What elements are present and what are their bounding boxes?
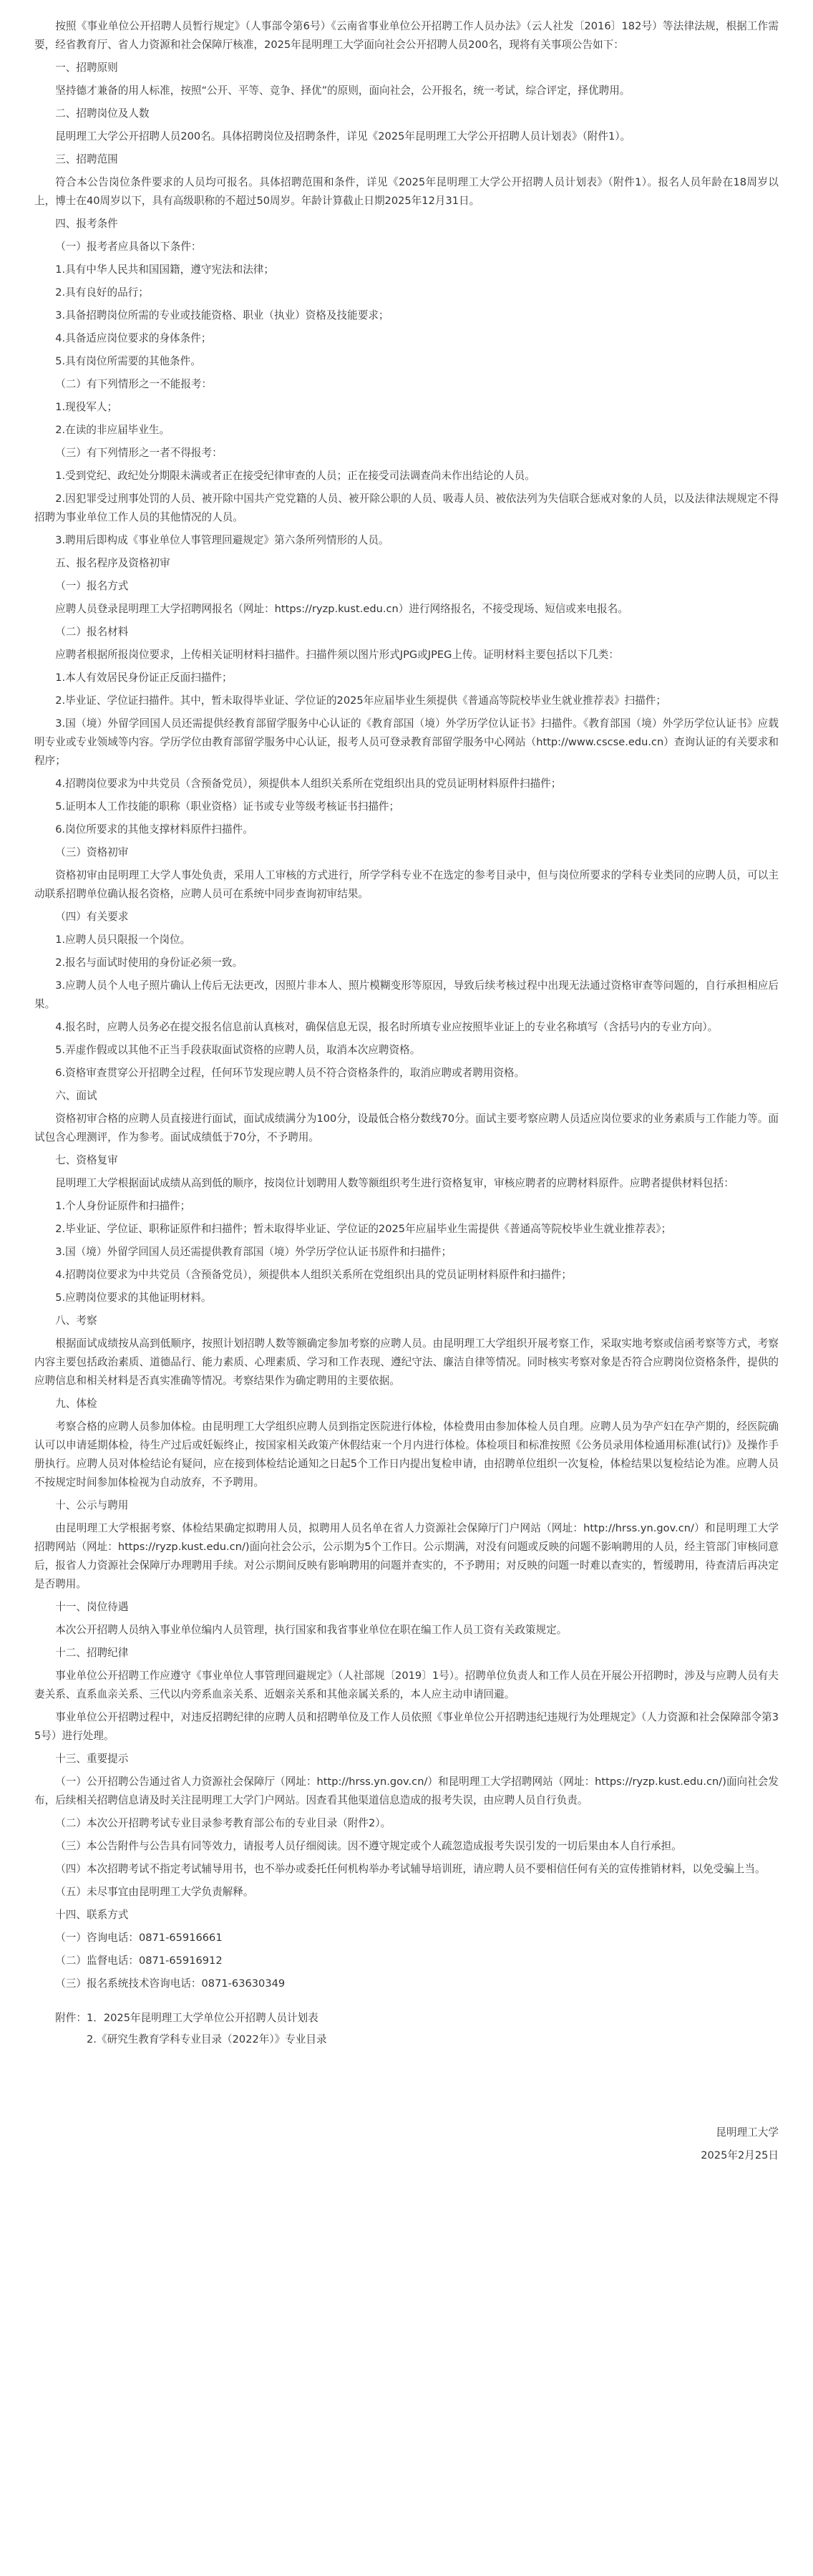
list-item: 3.具备招聘岗位所需的专业或技能资格、职业（执业）资格及技能要求； bbox=[55, 309, 389, 321]
list-item: 3.国（境）外留学回国人员还需提供经教育部留学服务中心认证的《教育部国（境）外学历学位认证书》扫描件。《教育部国（境）外学历学位认证书》应载明专业或专业领域等内容。学历学位由教育部留学服务中心认证，报考人员可登录教育部留学服务中心网站（http://www.cscse.edu.cn）查询认证的有关要求和程序； bbox=[34, 717, 779, 767]
paragraph: 应聘者根据所报岗位要求，上传相关证明材料扫描件。扫描件须以图片形式JPG或JPEG上传。证明材料主要包括以下几类： bbox=[55, 649, 619, 661]
attachments-block-2 bbox=[34, 2030, 779, 2049]
list-item: 4.招聘岗位要求为中共党员（含预备党员），须提供本人组织关系所在党组织出具的党员证明材料原件扫描件； bbox=[55, 778, 562, 790]
paragraph: （三）资格初审 bbox=[55, 846, 129, 858]
paragraph: 事业单位公开招聘过程中，对违反招聘纪律的应聘人员和招聘单位及工作人员依照《事业单位公开招聘违纪违规行为处理规定》（人力资源和社会保障部令第35号）进行处理。 bbox=[34, 1711, 779, 1742]
attachments-label: 附件： bbox=[55, 2012, 87, 2024]
paragraph: 应聘人员登录昆明理工大学招聘网报名（网址：https://ryzp.kust.edu.cn）进行网络报名，不接受现场、短信或来电报名。 bbox=[55, 603, 628, 615]
section-heading: 八、考察 bbox=[55, 1314, 97, 1327]
contact-line: （二）监督电话：0871-65916912 bbox=[55, 1955, 223, 1967]
paragraph: （一）报考者应具备以下条件： bbox=[55, 241, 202, 253]
list-item: 4.报名时，应聘人员务必在提交报名信息前认真核对，确保信息无误，报名时所填专业应按照毕业证上的专业名称填写（含括号内的专业方向）。 bbox=[55, 1021, 719, 1033]
paragraph: 由昆明理工大学根据考察、体检结果确定拟聘用人员，拟聘用人员名单在省人力资源社会保障厅门户网站（网址：http://hrss.yn.gov.cn/）和昆明理工大学招聘网站（网址：https://ryzp.kust.edu.cn/)面向社会公示，公示期为5个工作日。公示期满，对没有问题或反映的问题不影响聘用的人员，经主管部门审核同意后，报省人力资源社会保障厅办理聘用手续。对公示期间反映有影响聘用的问题并查实的，不予聘用；对反映的问题一时难以查实的，暂缓聘用，待查清后再决定是否聘用。 bbox=[34, 1522, 779, 1590]
section-heading: 三、招聘范围 bbox=[55, 153, 118, 165]
contact-line: （三）报名系统技术咨询电话：0871-63630349 bbox=[55, 1977, 286, 1990]
paragraph: （二）有下列情形之一不能报考： bbox=[55, 378, 213, 390]
paragraph: （四）本次招聘考试不指定考试辅导用书，也不举办或委托任何机构举办考试辅导培训班，请应聘人员不要相信任何有关的宣传推销材料，以免受骗上当。 bbox=[55, 1863, 766, 1875]
paragraph: （三）本公告附件与公告具有同等效力，请报考人员仔细阅读。因不遵守规定或个人疏忽造成报考失误引发的一切后果由本人自行承担。 bbox=[55, 1840, 682, 1852]
signature-org: 昆明理工大学 bbox=[716, 2126, 779, 2139]
list-item: 5.具有岗位所需要的其他条件。 bbox=[55, 355, 201, 367]
paragraph: 本次公开招聘人员纳入事业单位编内人员管理，执行国家和我省事业单位在职在编工作人员工资有关政策规定。 bbox=[55, 1624, 568, 1636]
paragraph: （一）报名方式 bbox=[55, 580, 129, 592]
list-item: 3.国（境）外留学回国人员还需提供教育部国（境）外学历学位认证书原件和扫描件； bbox=[55, 1246, 452, 1258]
list-item: 2.因犯罪受过刑事处罚的人员、被开除中国共产党党籍的人员、被开除公职的人员、吸毒人员、被依法列为失信联合惩戒对象的人员，以及法律法规规定不得招聘为事业单位工作人员的其他情况的人员。 bbox=[34, 493, 779, 523]
list-item: 1.具有中华人民共和国国籍，遵守宪法和法律； bbox=[55, 263, 274, 276]
list-item: 5.证明本人工作技能的职称（职业资格）证书或专业等级考核证书扫描件； bbox=[55, 800, 400, 813]
list-item: 1.受到党纪、政纪处分期限未满或者正在接受纪律审查的人员；正在接受司法调查尚未作出结论的人员。 bbox=[55, 470, 535, 482]
paragraph: 符合本公告岗位条件要求的人员均可报名。具体招聘范围和条件，详见《2025年昆明理工大学公开招聘人员计划表》（附件1）。报名人员年龄在18周岁以上，博士在40周岁以下，具有高级职称的不超过50周岁。年龄计算截止日期2025年12月31日。 bbox=[34, 176, 779, 207]
list-item: 2.具有良好的品行； bbox=[55, 286, 149, 299]
contact-line: （一）咨询电话：0871-65916661 bbox=[55, 1932, 223, 1944]
list-item: 6.资格审查贯穿公开招聘全过程，任何环节发现应聘人员不符合资格条件的，取消应聘或者聘用资格。 bbox=[55, 1067, 525, 1079]
list-item: 4.具备适应岗位要求的身体条件； bbox=[55, 332, 212, 344]
section-heading: 十一、岗位待遇 bbox=[55, 1601, 129, 1613]
list-item: 5.弄虚作假或以其他不正当手段获取面试资格的应聘人员，取消本次应聘资格。 bbox=[55, 1044, 421, 1056]
list-item: 3.应聘人员个人电子照片确认上传后无法更改，因照片非本人、照片模糊变形等原因，导致后续考核过程中出现无法通过资格审查等问题的，自行承担相应后果。 bbox=[34, 979, 779, 1010]
list-item: 3.聘用后即构成《事业单位人事管理回避规定》第六条所列情形的人员。 bbox=[55, 534, 389, 546]
section-heading: 六、面试 bbox=[55, 1090, 97, 1102]
paragraph: 资格初审合格的应聘人员直接进行面试，面试成绩满分为100分，设最低合格分数线70分。面试主要考察应聘人员适应岗位要求的业务素质与工作能力等。面试包含心理测评，作为参考。面试成绩低于70分，不予聘用。 bbox=[34, 1113, 779, 1143]
paragraph: （一）公开招聘公告通过省人力资源社会保障厅（网址：http://hrss.yn.gov.cn/）和昆明理工大学招聘网站（网址：https://ryzp.kust.edu.cn/)面向社会发布，后续相关招聘信息请及时关注昆明理工大学门户网站。因查看其他渠道信息造成的报考失误，由应聘人员自行负责。 bbox=[34, 1776, 779, 1806]
list-item: 6.岗位所要求的其他支撑材料原件扫描件。 bbox=[55, 823, 253, 836]
signature-block bbox=[34, 2052, 779, 2165]
list-item: 4.招聘岗位要求为中共党员（含预备党员），须提供本人组织关系所在党组织出具的党员证明材料原件和扫描件； bbox=[55, 1269, 572, 1281]
paragraph: 考察合格的应聘人员参加体检。由昆明理工大学组织应聘人员到指定医院进行体检，体检费用由参加体检人员自理。应聘人员为孕产妇在孕产期的，经医院确认可以申请延期体检，待生产过后或妊娠终止，按国家相关政策产休假结束一个月内进行体检。体检项目和标准按照《公务员录用体检通用标准(试行)》及操作手册执行。应聘人员对体检结论有疑问，应在接到体检结论通知之日起5个工作日内提出复检申请，由招聘单位组织一次复检，体检结果以复检结论为准。应聘人员不按规定时间参加体检视为自动放弃，不予聘用。 bbox=[34, 1420, 779, 1488]
list-item: 1.现役军人； bbox=[55, 401, 118, 413]
section-heading: 十、公示与聘用 bbox=[55, 1499, 129, 1511]
attachment-item-1: 1．2025年昆明理工大学单位公开招聘人员计划表 bbox=[86, 2012, 318, 2024]
paragraph: （二）报名材料 bbox=[55, 626, 129, 638]
section-heading: 九、体检 bbox=[55, 1398, 97, 1410]
list-item: 2.毕业证、学位证扫描件。其中，暂未取得毕业证、学位证的2025年应届毕业生须提供《普通高等院校毕业生就业推荐表》扫描件； bbox=[55, 694, 666, 707]
attachment-item-2: 2.《研究生教育学科专业目录（2022年）》专业目录 bbox=[86, 2033, 327, 2045]
list-item: 5.应聘岗位要求的其他证明材料。 bbox=[55, 1292, 212, 1304]
paragraph: 昆明理工大学公开招聘人员200名。具体招聘岗位及招聘条件，详见《2025年昆明理工大学公开招聘人员计划表》（附件1）。 bbox=[55, 130, 631, 142]
section-heading: 二、招聘岗位及人数 bbox=[55, 107, 150, 120]
section-heading: 一、招聘原则 bbox=[55, 62, 118, 74]
intro-paragraph: 按照《事业单位公开招聘人员暂行规定》（人事部令第6号）《云南省事业单位公开招聘工作人员办法》（云人社发〔2016〕182号）等法律法规，根据工作需要，经省教育厅、省人力资源和社会保障厅核准，2025年昆明理工大学面向社会公开招聘人员200名，现将有关事项公告如下： bbox=[34, 20, 779, 51]
paragraph: 资格初审由昆明理工大学人事处负责，采用人工审核的方式进行，所学学科专业不在选定的参考目录中，但与岗位所要求的学科专业类同的应聘人员，可以主动联系招聘单位确认报名资格，应聘人员可在系统中同步查询初审结果。 bbox=[34, 869, 779, 900]
list-item: 2.在读的非应届毕业生。 bbox=[55, 424, 170, 436]
paragraph: 坚持德才兼备的用人标准，按照“公开、平等、竞争、择优”的原则，面向社会，公开报名，统一考试，综合评定，择优聘用。 bbox=[55, 84, 631, 97]
paragraph: 昆明理工大学根据面试成绩从高到低的顺序，按岗位计划聘用人数等额组织考生进行资格复审，审核应聘者的应聘材料原件。应聘者提供材料包括： bbox=[55, 1177, 734, 1189]
list-item: 2.毕业证、学位证、职称证原件和扫描件；暂未取得毕业证、学位证的2025年应届毕业生需提供《普通高等院校毕业生就业推荐表》； bbox=[55, 1223, 672, 1235]
section-heading: 十二、招聘纪律 bbox=[55, 1647, 129, 1659]
list-item: 1.本人有效居民身份证正反面扫描件； bbox=[55, 672, 233, 684]
paragraph: （三）有下列情形之一者不得报考： bbox=[55, 447, 223, 459]
section-heading: 五、报名程序及资格初审 bbox=[55, 557, 170, 569]
section-heading: 七、资格复审 bbox=[55, 1154, 118, 1166]
section-heading: 十四、联系方式 bbox=[55, 1909, 129, 1921]
section-heading: 四、报考条件 bbox=[55, 218, 118, 230]
attachments-block bbox=[34, 2009, 779, 2028]
paragraph: （四）有关要求 bbox=[55, 911, 129, 923]
paragraph: （五）未尽事宜由昆明理工大学负责解释。 bbox=[55, 1886, 254, 1898]
list-item: 2.报名与面试时使用的身份证必须一致。 bbox=[55, 957, 243, 969]
paragraph: 根据面试成绩按从高到低顺序，按照计划招聘人数等额确定参加考察的应聘人员。由昆明理工大学组织开展考察工作，采取实地考察或信函考察等方式，考察内容主要包括政治素质、道德品行、能力素质、心理素质、学习和工作表现、遵纪守法、廉洁自律等情况。同时核实考察对象是否符合应聘岗位资格条件，提供的应聘信息和相关材料是否真实准确等情况。考察结果作为确定聘用的主要依据。 bbox=[34, 1337, 779, 1387]
list-item: 1.应聘人员只限报一个岗位。 bbox=[55, 934, 191, 946]
paragraph: （二）本次公开招聘考试专业目录参考教育部公布的专业目录（附件2）。 bbox=[55, 1817, 391, 1829]
signature-date: 2025年2月25日 bbox=[701, 2149, 779, 2161]
list-item: 1.个人身份证原件和扫描件； bbox=[55, 1200, 191, 1212]
paragraph: 事业单位公开招聘工作应遵守《事业单位人事管理回避规定》（人社部规〔2019〕1号）。招聘单位负责人和工作人员在开展公开招聘时，涉及与应聘人员有夫妻关系、直系血亲关系、三代以内旁系血亲关系、近姻亲关系和其他亲属关系的，本人应主动申请回避。 bbox=[34, 1670, 779, 1700]
section-heading: 十三、重要提示 bbox=[55, 1753, 129, 1765]
